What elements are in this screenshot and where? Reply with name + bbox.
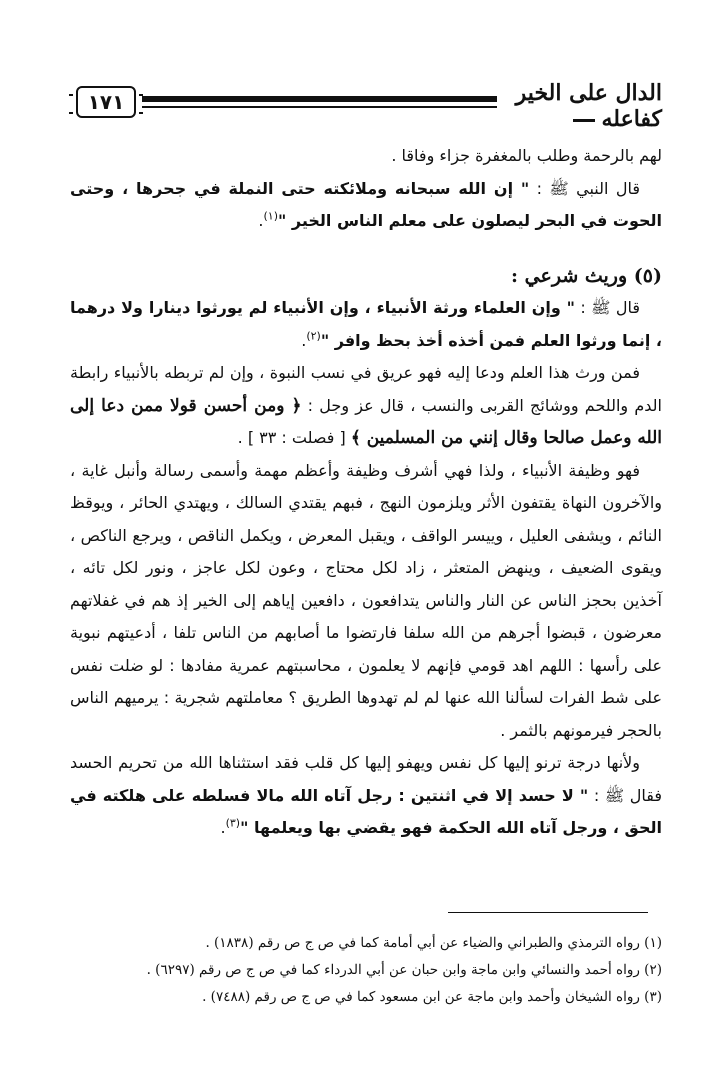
page-header bbox=[70, 80, 662, 132]
page-number: ١٧١ bbox=[76, 86, 136, 118]
footnote-ref-2: (٢) bbox=[306, 329, 321, 343]
p4-text: فمن ورث هذا العلم ودعا إليه فهو عريق في نسب النبوة ، وإن لم تربطه بالأنبياء رابطة الدم واللحم ووشائج القربى والنسب ، قال عز وجل : bbox=[70, 363, 662, 415]
header-rule-thin bbox=[142, 106, 497, 108]
quran-verse: ﴿ ومن أحسن قولا ممن دعا إلى الله وعمل صالحا وقال إنني من المسلمين ﴾ bbox=[70, 395, 662, 448]
p2-hadith: " إن الله سبحانه وملائكته حتى النملة في جحرها ، وحتى الحوت في البحر ليصلون على معلم الناس الخير " bbox=[70, 178, 662, 230]
header-rule bbox=[142, 96, 497, 102]
main-text bbox=[70, 140, 662, 845]
footnote-1: (١) رواه الترمذي والطبراني والضياء عن أبي أمامة كما في ص ج ص رقم (١٨٣٨) . bbox=[205, 935, 662, 951]
paragraph-1-text: لهم بالرحمة وطلب بالمغفرة جزاء وفاقا . bbox=[391, 146, 662, 165]
p6-hadith: " لا حسد إلا في اثنتين : رجل آتاه الله مالا فسلطه على هلكته في الحق ، ورجل آتاه الله الحكمة فهو يقضي بها ويعلمها " bbox=[70, 785, 662, 837]
footnote-ref-3: (٣) bbox=[225, 816, 241, 830]
footnotes bbox=[70, 930, 662, 1011]
p2-prefix: قال النبي ﷺ : bbox=[529, 178, 640, 198]
quran-reference: [ فصلت : ٣٣ ] . bbox=[237, 428, 351, 447]
footnote-2: (٢) رواه أحمد والنسائي وابن ماجة وابن حبان عن أبي الدرداء كما في ص ج ص رقم (٦٢٩٧) . bbox=[146, 962, 662, 978]
footnote-ref-1: (١) bbox=[263, 209, 278, 223]
section-heading: (٥) وريث شرعي : bbox=[511, 264, 662, 287]
footnote-separator bbox=[448, 912, 648, 913]
p3-prefix: قال ﷺ : bbox=[575, 298, 641, 317]
paragraph-2: قال النبي ﷺ : " إن الله سبحانه وملائكته حتى النملة في جحرها ، وحتى الحوت في البحر ليصلون على معلم الناس الخير "$^{(١)}$. bbox=[70, 178, 662, 230]
paragraph-5 bbox=[70, 455, 662, 748]
footnote-3: (٣) رواه الشيخان وأحمد وابن ماجة عن ابن مسعود كما في ص ج ص رقم (٧٤٨٨) . bbox=[202, 989, 662, 1005]
paragraph-1 bbox=[70, 140, 662, 173]
running-title: الدال على الخير كفاعله bbox=[492, 80, 662, 132]
p3-hadith: " وإن العلماء ورثة الأنبياء ، وإن الأنبياء لم يورثوا دينارا ولا درهما ، إنما ورثوا العلم فمن أخذه أخذ بحظ وافر " bbox=[70, 298, 662, 350]
p6-text: ولأنها درجة ترنو إليها كل نفس ويهفو إليها كل قلب فقد استثناها الله من تحريم الحسد فقال ﷺ : bbox=[70, 753, 663, 805]
paragraph-3: قال ﷺ : " وإن العلماء ورثة الأنبياء ، وإن الأنبياء لم يورثوا دينارا ولا درهما ، إنما ورثوا العلم فمن أخذه أخذ بحظ وافر "$^{(٢)}$. bbox=[70, 298, 662, 350]
p5-text: فهو وظيفة الأنبياء ، ولذا فهي أشرف وظيفة وأعظم مهمة وأسمى رسالة وأنبل غاية ، والآخرون النهاة يقتفون الأثر ويلزمون النهج ، فبهم يقتدي السالك ، ويهتدي الحائر ، ويوقظ النائم ، ويشفى العليل ، وييسر الواقف ، ويقبل المعرض ، ويكمل الناقص ، ويرجع الناكص ، ويقوى الضعيف ، وينهض المتعثر ، زاد لكل محتاج ، وعون لكل عاجز ، ونور لكل تائه ، آخذين بحجز الناس عن النار والناس يتدافعون ، دافعين إياهم إلى الخير إذ هم في غفلاتهم معرضون ، قبضوا أجرهم من الله سلفا فارتضوا ما أصابهم من الناس تلفا ، أدعيتهم نبوية على رأسها : اللهم اهد قومي فإنهم لا يعلمون ، محاسبتهم عمرية مفادها : لو ضلت نفس على شط الفرات لسألنا الله عنها لم لم تهدوها الطريق ؟ معاملتهم شجرية : يرميهم الناس بالحجر فيرمونهم بالثمر . bbox=[70, 460, 662, 740]
paragraph-6: ولأنها درجة ترنو إليها كل نفس ويهفو إليها كل قلب فقد استثناها الله من تحريم الحسد فقال ﷺ : " لا حسد إلا في اثنتين : رجل آتاه الله مالا فسلطه على هلكته في الحق ، ورجل آتاه الله الحكمة فهو يقضي بها ويعلمها "$^{(٣)}$. bbox=[70, 753, 663, 837]
paragraph-4 bbox=[70, 357, 662, 455]
